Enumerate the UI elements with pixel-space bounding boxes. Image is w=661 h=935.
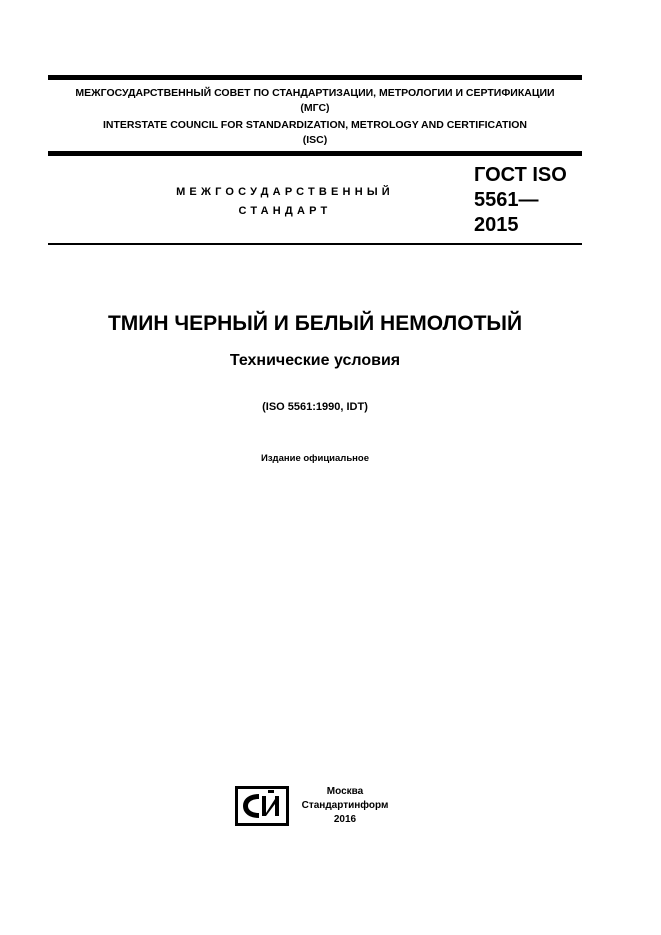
- bottom-rule: [48, 243, 582, 245]
- publisher-info: [295, 785, 395, 827]
- council-name-en: [48, 118, 582, 148]
- council-en-line: INTERSTATE COUNCIL FOR STANDARDIZATION, METROLOGY AND CERTIFICATION: [102, 119, 528, 131]
- council-name-ru: [48, 86, 582, 116]
- standard-type: [150, 183, 420, 221]
- standard-type-line1: МЕЖГОСУДАРСТВЕННЫЙ: [176, 186, 394, 198]
- gost-number-line2: 5561—: [474, 189, 539, 211]
- document-subtitle: Технические условия: [229, 352, 401, 369]
- council-en-abbr: (ISC): [302, 134, 328, 146]
- gost-number-line3: 2015: [474, 214, 519, 236]
- standartinform-logo-icon: [235, 786, 289, 826]
- council-ru-abbr: (МГС): [300, 102, 330, 114]
- gost-number: [474, 163, 584, 238]
- edition-label: Издание официальное: [261, 453, 369, 464]
- standard-type-line2: СТАНДАРТ: [238, 205, 332, 217]
- middle-rule: [48, 151, 582, 156]
- document-title: ТМИН ЧЕРНЫЙ И БЕЛЫЙ НЕМОЛОТЫЙ: [107, 312, 523, 335]
- top-rule: [48, 75, 582, 80]
- council-ru-line: МЕЖГОСУДАРСТВЕННЫЙ СОВЕТ ПО СТАНДАРТИЗАЦИИ, МЕТРОЛОГИИ И СЕРТИФИКАЦИИ: [75, 87, 555, 99]
- publisher-name: Стандартинформ: [301, 800, 389, 811]
- publisher-city: Москва: [326, 786, 364, 797]
- gost-number-line1: ГОСТ ISO: [474, 164, 567, 186]
- iso-reference: (ISO 5561:1990, IDT): [262, 401, 368, 413]
- publication-year: 2016: [333, 814, 357, 825]
